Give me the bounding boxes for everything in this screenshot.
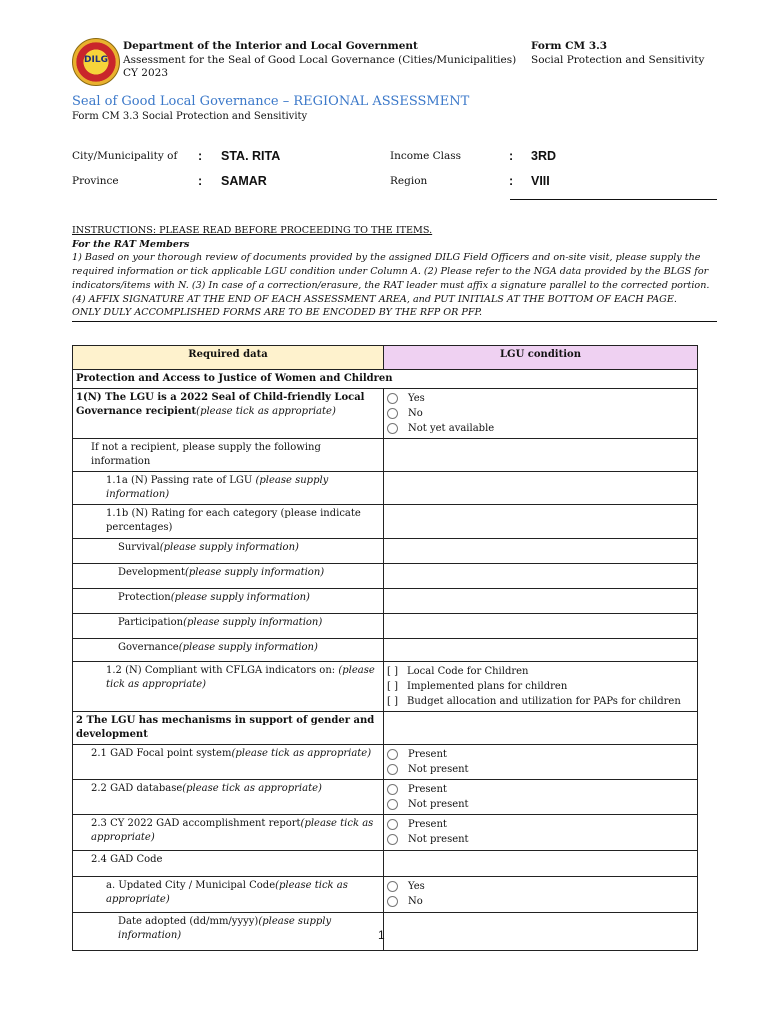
- dilg-logo: [72, 38, 120, 86]
- instructions-divider: [72, 321, 717, 322]
- row-2-4a-condition: [384, 877, 698, 913]
- row-1-condition: [384, 389, 698, 439]
- assessment-name: Assessment for the Seal of Good Local Governance (Cities/Municipalities): [123, 53, 517, 66]
- row-2-4: 2.4 GAD Code: [73, 851, 384, 877]
- row-governance: Governance(please supply information): [73, 639, 384, 662]
- instructions-for-rat: For the RAT Members: [72, 238, 190, 250]
- radio-icon: [387, 423, 398, 434]
- instructions-body: 1) Based on your thorough review of documents provided by the assigned DILG Field Officers and on-site visit, please supply the required information or tick applicable LGU condition under Column A. (2) Please refer to the NGA data provided by the BLGS for indicators/items with N. (3) In case of a correction/erasure, the RAT leader must affix a signature parallel to the corrected portion. (4) AFFIX SIGNATURE AT THE END OF EACH ASSESSMENT AREA, and PUT INITIALS AT THE BOTTOM OF EACH PAGE.: [72, 252, 710, 305]
- option-present[interactable]: Present: [387, 747, 694, 762]
- form-area: Social Protection and Sensitivity: [531, 53, 705, 66]
- radio-icon: [387, 393, 398, 404]
- checkbox-icon: [ ]: [387, 680, 398, 692]
- option-not-yet-available[interactable]: Not yet available: [387, 421, 694, 436]
- option-no[interactable]: No: [387, 406, 694, 421]
- row-governance-condition[interactable]: [384, 639, 698, 662]
- form-code: Form CM 3.3: [531, 40, 608, 52]
- logo-text: DILG: [84, 55, 108, 65]
- option-present[interactable]: Present: [387, 782, 694, 797]
- checkbox-budget-allocation[interactable]: [ ] Budget allocation and utilization for PAPs for children: [387, 695, 681, 707]
- checkbox-icon: [ ]: [387, 665, 398, 677]
- row-2-1: 2.1 GAD Focal point system(please tick as appropriate): [73, 745, 384, 780]
- row-2-3-condition: [384, 815, 698, 851]
- row-if-not-condition[interactable]: [384, 439, 698, 472]
- row-1-1b-condition[interactable]: [384, 505, 698, 539]
- row-1-2: 1.2 (N) Compliant with CFLGA indicators on: (please tick as appropriate): [73, 662, 384, 712]
- option-present[interactable]: Present: [387, 817, 694, 832]
- radio-icon: [387, 834, 398, 845]
- province-colon: :: [198, 174, 203, 188]
- row-if-not: If not a recipient, please supply the following information: [73, 439, 384, 472]
- option-not-present[interactable]: Not present: [387, 832, 694, 847]
- page-subtitle: Form CM 3.3 Social Protection and Sensitivity: [72, 111, 308, 122]
- page-title: Seal of Good Local Governance – REGIONAL ASSESSMENT: [72, 94, 470, 109]
- row-development-condition[interactable]: [384, 564, 698, 589]
- radio-icon: [387, 408, 398, 419]
- row-protection: Protection(please supply information): [73, 589, 384, 614]
- radio-icon: [387, 749, 398, 760]
- checkbox-implemented-plans[interactable]: [ ] Implemented plans for children: [387, 680, 568, 692]
- row-2-4-condition[interactable]: [384, 851, 698, 877]
- row-participation-condition[interactable]: [384, 614, 698, 639]
- row-1-2-condition: [384, 662, 698, 712]
- income-label: Income Class: [390, 150, 462, 162]
- instructions: [72, 224, 712, 320]
- city-value: STA. RITA: [221, 149, 281, 163]
- row-participation: Participation(please supply information): [73, 614, 384, 639]
- row-2-2-condition: [384, 780, 698, 815]
- assessment-year: CY 2023: [123, 67, 169, 79]
- row-survival: Survival(please supply information): [73, 539, 384, 564]
- option-no[interactable]: No: [387, 894, 694, 909]
- row-protection-condition[interactable]: [384, 589, 698, 614]
- row-date-adopted-condition[interactable]: [384, 913, 698, 951]
- city-colon: :: [198, 149, 203, 163]
- radio-icon: [387, 896, 398, 907]
- header-left: [123, 40, 516, 81]
- option-yes[interactable]: Yes: [387, 879, 694, 894]
- radio-icon: [387, 799, 398, 810]
- region-colon: :: [509, 174, 514, 188]
- radio-icon: [387, 819, 398, 830]
- row-2-2: 2.2 GAD database(please tick as appropriate): [73, 780, 384, 815]
- city-label: City/Municipality of: [72, 150, 178, 162]
- section-1-heading: Protection and Access to Justice of Women and Children: [73, 370, 698, 389]
- instructions-heading: INSTRUCTIONS: PLEASE READ BEFORE PROCEEDING TO THE ITEMS.: [72, 225, 433, 236]
- province-label: Province: [72, 175, 119, 187]
- region-label: Region: [390, 175, 428, 187]
- row-2-3: 2.3 CY 2022 GAD accomplishment report(please tick as appropriate): [73, 815, 384, 851]
- row-2-1-condition: [384, 745, 698, 780]
- row-1-1b: 1.1b (N) Rating for each category (please indicate percentages): [73, 505, 384, 539]
- option-not-present[interactable]: Not present: [387, 797, 694, 812]
- header-right: [531, 40, 704, 67]
- row-survival-condition[interactable]: [384, 539, 698, 564]
- section-2-heading: 2 The LGU has mechanisms in support of gender and development: [73, 712, 384, 745]
- region-underline: [510, 199, 717, 200]
- department-name: Department of the Interior and Local Government: [123, 40, 418, 52]
- income-value: 3RD: [531, 149, 557, 163]
- section-2-condition: [384, 712, 698, 745]
- row-1-1a: 1.1a (N) Passing rate of LGU (please supply information): [73, 472, 384, 505]
- income-colon: :: [509, 149, 514, 163]
- region-value: VIII: [531, 174, 550, 188]
- row-development: Development(please supply information): [73, 564, 384, 589]
- row-1-1a-condition[interactable]: [384, 472, 698, 505]
- row-2-4a: a. Updated City / Municipal Code(please tick as appropriate): [73, 877, 384, 913]
- radio-icon: [387, 881, 398, 892]
- row-1-required: 1(N) The LGU is a 2022 Seal of Child-friendly Local Governance recipient(please tick as appropriate): [73, 389, 384, 439]
- page-number: 1: [378, 928, 385, 942]
- checkbox-local-code[interactable]: [ ] Local Code for Children: [387, 665, 529, 677]
- radio-icon: [387, 764, 398, 775]
- checkbox-icon: [ ]: [387, 695, 398, 707]
- option-yes[interactable]: Yes: [387, 391, 694, 406]
- option-not-present[interactable]: Not present: [387, 762, 694, 777]
- assessment-table: [72, 345, 698, 951]
- province-value: SAMAR: [221, 174, 267, 188]
- col-required-header: Required data: [73, 346, 384, 370]
- instructions-footer: ONLY DULY ACCOMPLISHED FORMS ARE TO BE ENCODED BY THE RFP OR PFP.: [72, 307, 483, 319]
- col-condition-header: LGU condition: [384, 346, 698, 370]
- radio-icon: [387, 784, 398, 795]
- row-date-adopted: Date adopted (dd/mm/yyyy)(please supply information): [73, 913, 384, 951]
